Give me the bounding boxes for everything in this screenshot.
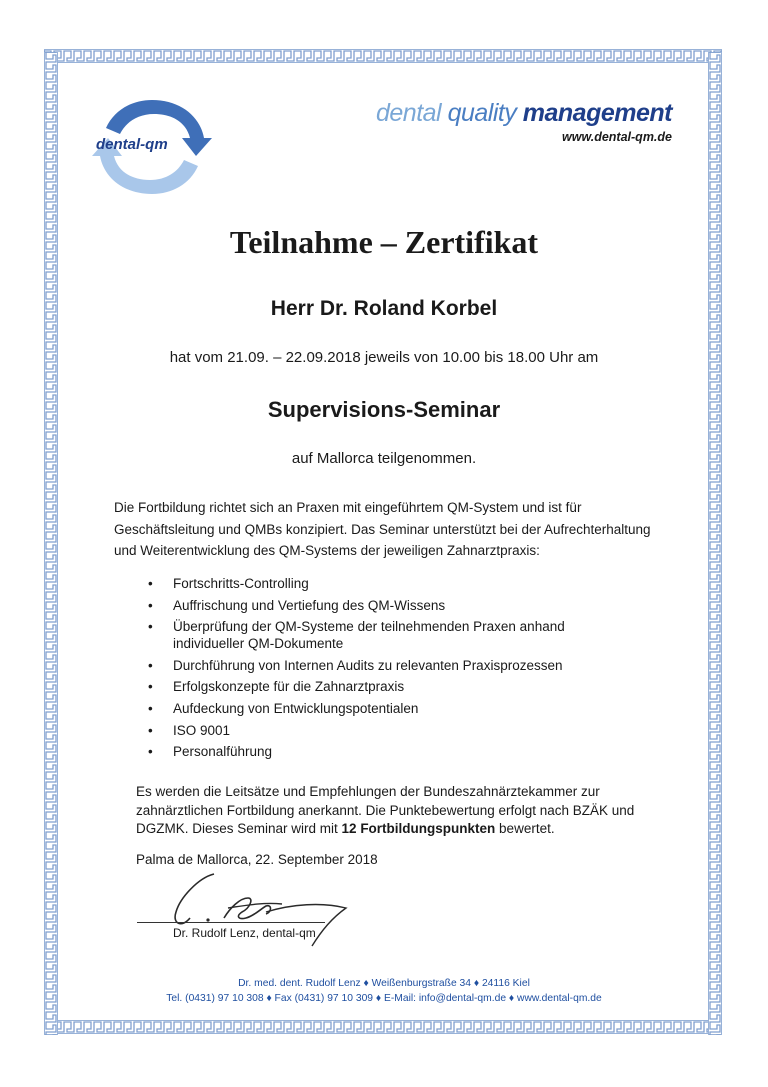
list-item xyxy=(148,618,588,652)
brand-word-quality: quality xyxy=(447,99,517,127)
signature-line xyxy=(137,922,325,923)
closing-paragraph xyxy=(136,783,676,839)
topic-text: Aufdeckung von Entwicklungspotentialen xyxy=(173,700,419,716)
bullet-icon: • xyxy=(148,657,153,673)
list-item xyxy=(148,597,588,614)
closing-text-2: bewertet. xyxy=(495,821,555,836)
recipient-name: Herr Dr. Roland Korbel xyxy=(270,297,498,320)
list-item xyxy=(148,657,588,674)
topic-text: Erfolgskonzepte für die Zahnarztpraxis xyxy=(173,679,405,695)
bullet-icon: • xyxy=(148,700,153,716)
seminar-title: Supervisions-Seminar xyxy=(267,397,501,422)
logo-text: dental-qm xyxy=(96,136,168,153)
brand-name xyxy=(376,98,672,128)
list-item xyxy=(148,678,588,695)
points-highlight: 12 Fortbildungspunkten xyxy=(341,821,496,836)
brand-block xyxy=(376,98,672,144)
brand-word-management: management xyxy=(522,99,672,127)
bullet-icon: • xyxy=(148,576,153,591)
closing-text-1: Es werden die Leitsätze und Empfehlungen der Bundeszahnärztekammer zur zahnärztlichen Fortbildung anerkannt. Die Punktebewertung erfolgt nach BZÄK und DGZMK. Dieses Seminar wird mit xyxy=(136,784,635,836)
intro-paragraph: Die Fortbildung richtet sich an Praxen mit eingeführtem QM-System und ist für Geschäftsleitung und QMBs konzipiert. Das Seminar unterstützt bei der Aufrechterhaltung und Weiterentwicklung des QM-Systems der jeweiligen Zahnarztpraxis: xyxy=(114,500,651,558)
list-item xyxy=(148,700,588,717)
bullet-icon: • xyxy=(148,679,153,695)
decorative-border-bottom xyxy=(44,1020,722,1034)
decorative-border-right xyxy=(708,52,722,1035)
location-line: auf Mallorca teilgenommen. xyxy=(291,450,477,467)
list-item xyxy=(148,743,588,760)
brand-word-dental: dental xyxy=(375,99,442,127)
footer-contact: Tel. (0431) 97 10 308 ♦ Fax (0431) 97 10 309 ♦ E-Mail: info@dental-qm.de ♦ www.dental-qm.de xyxy=(166,993,602,1004)
footer-address: Dr. med. dent. Rudolf Lenz ♦ Weißenburgstraße 34 ♦ 24116 Kiel xyxy=(238,978,530,989)
list-item xyxy=(148,722,588,739)
topic-text: ISO 9001 xyxy=(173,722,231,738)
topic-text: Auffrischung und Vertiefung des QM-Wissens xyxy=(173,597,446,613)
topic-text: Fortschritts-Controlling xyxy=(173,576,309,591)
topic-text: Personalführung xyxy=(173,744,273,760)
topic-text: Überprüfung der QM-Systeme der teilnehmenden Praxen anhand individueller QM-Dokumente xyxy=(173,619,565,652)
topic-text: Durchführung von Internen Audits zu relevanten Praxisprozessen xyxy=(173,657,563,673)
decorative-border-left xyxy=(44,52,58,1035)
place-date: Palma de Mallorca, 22. September 2018 xyxy=(136,852,378,867)
decorative-border-top xyxy=(44,49,722,63)
bullet-icon: • xyxy=(148,722,153,738)
bullet-icon: • xyxy=(148,744,153,760)
certificate-title: Teilnahme – Zertifikat xyxy=(229,224,539,260)
signer-name: Dr. Rudolf Lenz, dental-qm xyxy=(173,926,316,940)
list-item xyxy=(148,575,588,592)
brand-url: www.dental-qm.de xyxy=(562,130,672,144)
date-line: hat vom 21.09. – 22.09.2018 jeweils von 10.00 bis 18.00 Uhr am xyxy=(169,349,599,366)
topic-list xyxy=(148,575,588,765)
bullet-icon: • xyxy=(148,619,153,635)
bullet-icon: • xyxy=(148,597,153,613)
